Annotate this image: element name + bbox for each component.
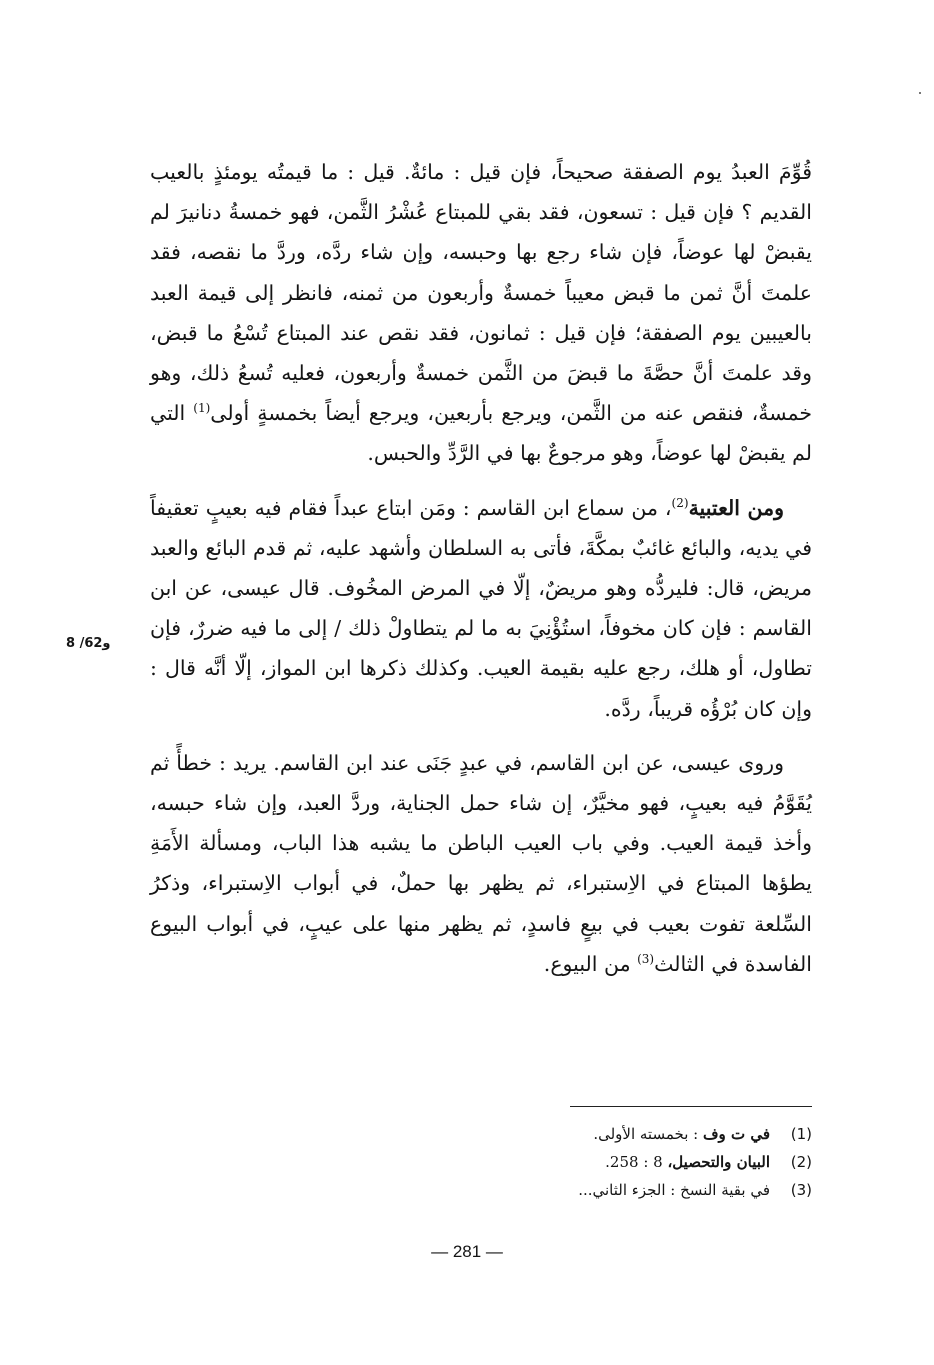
footnote-2-number: (2) — [790, 1153, 812, 1171]
footnote-3-number: (3) — [790, 1181, 812, 1199]
paragraph-1-text: قُوِّمَ العبدُ يوم الصفقة صحيحاً، فإن قيل : مائةٌ. قيل : ما قيمتُه يومئذٍ بالعيب القديم ؟ فإن قيل : تسعون، فقد بقي للمبتاع عُشْرُ الثَّمن، فهو خمسةُ دنانيرَ لم يقبضْ لها عوضاً، فإن شاء رجع بها وحبسه، وإن شاء ردَّه، وردَّ ما نقصه، فقد علمتَ أنَّ ثمن ما قبض معيباً خمسةٌ وأربعون من ثمنه، فانظر إلى قيمة العبد بالعيبين يوم الصفقة؛ فإن قيل : ثمانون، فقد نقص عند المبتاع تُسْعُ ما قبض، وقد علمتَ أنَّ حصَّةَ ما قبضَ من الثَّمن خمسةٌ وأربعون، فعليه تُسعُ ذلك، وهو خمسةٌ، فنقص عنه من الثَّمن، ويرجع بأربعين، ويرجع أيضاً بخمسةٍ أولى — [150, 160, 813, 426]
footnote-2-content — [400, 1148, 770, 1176]
paragraph-3-text-after: من البيوع. — [543, 951, 638, 976]
footnote-3-text: في بقية النسخ : الجزء الثاني... — [578, 1181, 770, 1199]
manuscript-folio-marker: 8 /62و — [66, 636, 111, 651]
footnote-2 — [400, 1148, 812, 1176]
footnote-3 — [400, 1176, 812, 1204]
footnote-1-content — [400, 1120, 770, 1148]
footnote-1-text: : بخمسته الأولى. — [593, 1125, 703, 1143]
page-number: — 281 — — [431, 1242, 503, 1261]
paragraph-2-source-title: ومن العتبية — [688, 495, 784, 520]
footnote-1-bold: في ت وف — [702, 1125, 770, 1143]
paragraph-1-text-after: التي لم يقبضْ لها عوضاً، وهو مرجوعٌ بها في الرَّدِّ والحبس. — [150, 401, 812, 466]
paragraph-1 — [150, 152, 812, 474]
footnote-ref-3: (3) — [637, 952, 655, 967]
footnotes — [400, 1120, 812, 1204]
paragraph-3 — [150, 743, 812, 984]
paragraph-2 — [150, 488, 812, 729]
footnote-1-number: (1) — [790, 1125, 812, 1143]
main-text — [150, 152, 812, 984]
scan-speck — [919, 92, 921, 94]
footnote-ref-2: (2) — [671, 495, 689, 510]
footnote-1 — [400, 1120, 812, 1148]
footnote-3-content — [400, 1176, 770, 1204]
footnote-2-bold: البيان والتحصيل، — [667, 1153, 770, 1171]
footnote-2-text: 8 : 258. — [605, 1153, 668, 1171]
footnote-ref-1: (1) — [193, 401, 211, 416]
paragraph-2-text: ، من سماع ابن القاسم : ومَن ابتاع عبداً فقام فيه بعيبٍ تعقيفاً في يديه، والبائع غائبٌ بمكَّةَ، فأتى به السلطان وأشهد عليه، ثم قدم البائع والعبد مريض، قال: فليردُّه وهو مريضٌ، إلّا في المرض المخُوف. قال عيسى، عن ابن القاسم : فإن كان مخوفاً، استُؤْنِيَ به ما لم يتطاولْ ذلك / إلى ما فيه ضررٌ، فإن تطاول، أو هلك، رجع عليه بقيمة العيب. وكذلك ذكرها ابن المواز، إلّا أنَّه قال : وإن كان بُرْؤُه قريباً، ردَّه. — [150, 495, 812, 721]
footnote-divider — [570, 1106, 812, 1107]
paragraph-3-text: وروى عيسى، عن ابن القاسم، في عبدٍ جَنَى عند ابن القاسم. يريد : خطأً ثم يُقَوَّمُ فيه بعيبٍ، فهو مخيَّرٌ، إن شاء حمل الجناية، وردَّ العبد، وإن شاء حبسه، وأخذ قيمة العيب. وفي باب العيب الباطن ما يشبه هذا الباب، ومسألة الأَمَةِ يطؤها المبتاع في الاِستبراء، ثم يظهر بها حملٌ، في أبواب الاِستبراء، وذكرُ السِّلعة تفوت بعيب في بيعٍ فاسدٍ، ثم يظهر منها على عيبٍ، في أبواب البيوع الفاسدة في الثالث — [150, 750, 812, 976]
